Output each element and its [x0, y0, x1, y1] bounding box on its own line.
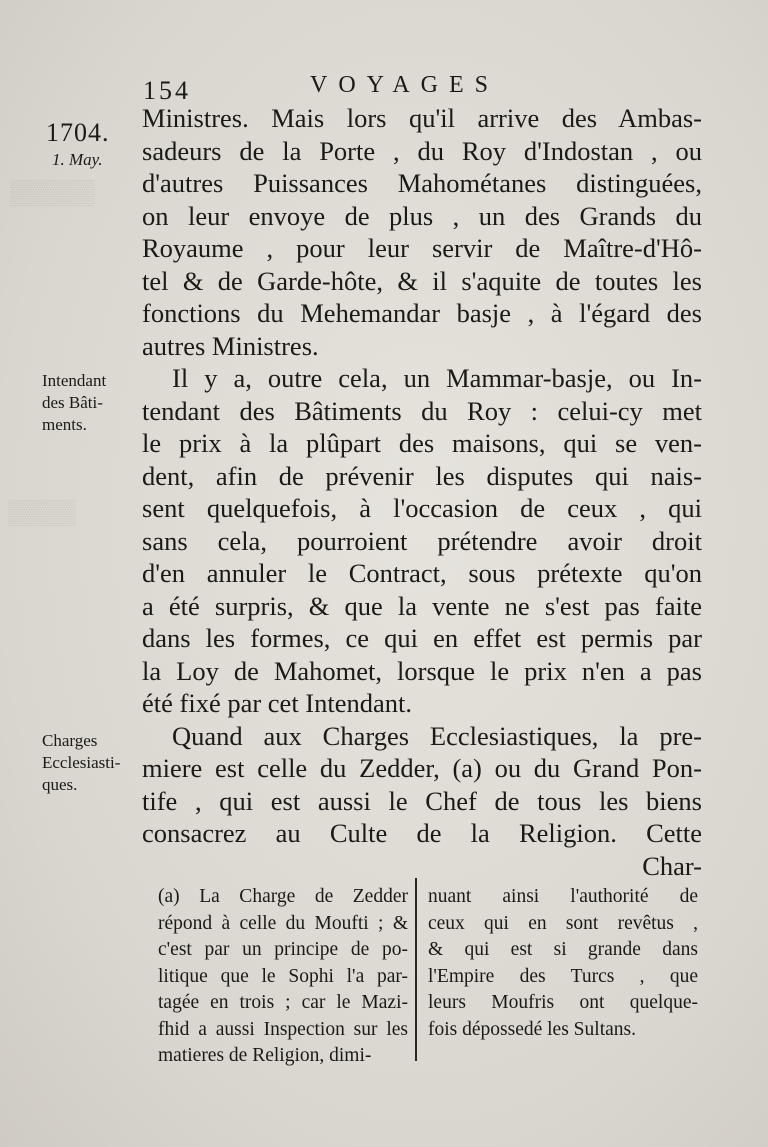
- text-line: le prix à la plûpart des maisons, qui se ven-: [142, 428, 702, 458]
- text-line: été fixé par cet Intendant.: [142, 688, 413, 718]
- show-through-texture: ▒▒▒▒▒: [10, 180, 96, 206]
- text-line: sadeurs de la Porte , du Roy d'Indostan , ou: [142, 135, 702, 166]
- margin-year: 1704.: [46, 118, 110, 147]
- text-line: Royaume , pour leur servir de Maître-d'Hô-: [142, 233, 702, 263]
- footnote-line: fois dépossedé les Sultans.: [428, 1018, 636, 1040]
- footnote-line: fhid a aussi Inspection sur les: [158, 1018, 408, 1040]
- text-line: miere est celle du Zedder, (a) ou du Grand Pon-: [142, 753, 702, 783]
- margin-note-line: ments.: [42, 415, 87, 434]
- footnote-line: & qui est si grande dans: [428, 939, 698, 960]
- text-line: sent quelquefois, à l'occasion de ceux , qui: [142, 493, 702, 523]
- text-line: tel & de Garde-hôte, & il s'aquite de toutes les: [142, 265, 702, 296]
- footnote-column-divider: [415, 878, 417, 1061]
- running-title: VOYAGES: [310, 72, 500, 98]
- margin-date: 1. May.: [52, 150, 103, 169]
- margin-note-line: des Bâti-: [42, 393, 103, 412]
- text-line: d'autres Puissances Mahométanes distinguées,: [142, 168, 702, 198]
- text-line: a été surpris, & que la vente ne s'est pas faite: [142, 590, 702, 621]
- text-line: Il y a, outre cela, un Mammar-basje, ou In-: [172, 363, 702, 393]
- text-line: consacrez au Culte de la Religion. Cette: [142, 818, 702, 848]
- text-line: dent, afin de prévenir les disputes qui nais-: [142, 460, 702, 491]
- show-through-texture: ▒▒▒▒: [8, 500, 77, 526]
- margin-note-charges: [42, 730, 137, 796]
- text-line: Ministres. Mais lors qu'il arrive des Ambas-: [142, 103, 702, 133]
- margin-note-line: Charges: [42, 731, 98, 750]
- margin-note-line: Ecclesiasti-: [42, 753, 121, 772]
- footnote-line: matieres de Religion, dimi-: [158, 1045, 372, 1066]
- footnote-line: l'Empire des Turcs , que: [428, 965, 698, 987]
- text-line: tendant des Bâtiments du Roy : celui-cy met: [142, 395, 702, 426]
- text-line: dans les formes, ce qui en effet est permis par: [142, 623, 702, 653]
- footnote-left-column: [158, 884, 408, 1070]
- margin-note-intendant: [42, 370, 137, 436]
- footnote-line: leurs Moufris ont quelque-: [428, 992, 698, 1013]
- text-line: d'en annuler le Contract, sous prétexte qu'on: [142, 558, 702, 588]
- footnote-line: répond à celle du Moufti ; &: [158, 912, 408, 934]
- text-line: sans cela, pourroient prétendre avoir droit: [142, 525, 702, 556]
- footnote-line: nuant ainsi l'authorité de: [428, 886, 698, 907]
- text-line: fonctions du Mehemandar basje , à l'égard des: [142, 298, 702, 328]
- margin-note-line: ques.: [42, 775, 78, 794]
- text-line: autres Ministres.: [142, 330, 319, 361]
- margin-note-line: Intendant: [42, 371, 107, 390]
- footnote-line: (a) La Charge de Zedder: [158, 886, 408, 907]
- text-line: on leur envoye de plus , un des Grands du: [142, 200, 702, 231]
- text-line: tife , qui est aussi le Chef de tous les biens: [142, 785, 702, 816]
- footnote-line: c'est par un principe de po-: [158, 939, 408, 960]
- page-number: 154: [143, 76, 191, 105]
- text-line: Quand aux Charges Ecclesiastiques, la pre-: [172, 720, 702, 751]
- catchword: Char-: [642, 850, 702, 881]
- footnote-right-column: [428, 884, 698, 1043]
- footnote-line: litique que le Sophi l'a par-: [158, 965, 408, 987]
- main-text: [142, 102, 702, 882]
- footnote-line: tagée en trois ; car le Mazi-: [158, 992, 408, 1013]
- footnote-line: ceux qui en sont revêtus ,: [428, 912, 698, 934]
- text-line: la Loy de Mahomet, lorsque le prix n'en a pas: [142, 655, 702, 686]
